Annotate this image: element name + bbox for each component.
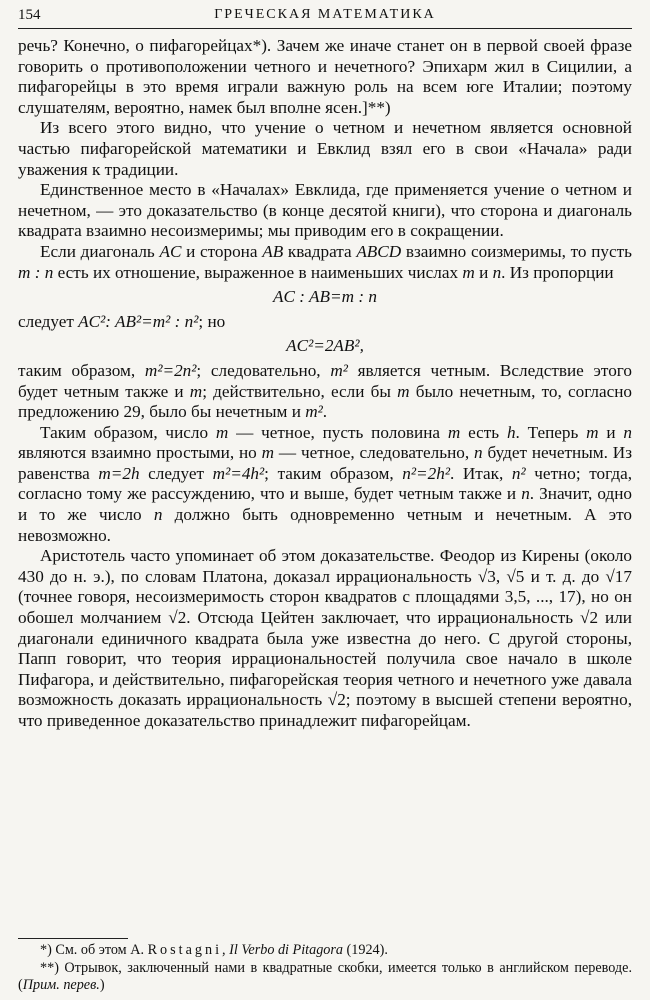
math-formula: m² (330, 360, 348, 380)
math-formula: n² (511, 463, 526, 483)
math-formula: m²=2n² (144, 360, 197, 380)
text-run: **) Отрывок, заключенный нами в квадратные скобки, имеется только в английском переводе. ( (18, 959, 632, 993)
text-run: следует (139, 463, 213, 483)
running-title: ГРЕЧЕСКАЯ МАТЕМАТИКА (214, 7, 436, 22)
formula-diagonal: AC²=2AB², (286, 336, 364, 356)
math-formula: m=2h (98, 463, 140, 483)
math-m: m (215, 422, 229, 442)
text-run: (1924). (343, 942, 388, 958)
math-ab: AB (262, 241, 284, 261)
text-run: . (322, 402, 328, 422)
math-ac: AC (159, 241, 182, 261)
math-n: n (153, 505, 163, 525)
text-run: должно быть одновременно четным и нечетным. А это невозможно. (18, 505, 632, 545)
text-run: ; следовательно, (196, 360, 331, 380)
formula-proportion: AC : AB=m : n (273, 287, 377, 307)
main-text (18, 36, 632, 732)
text-run: есть (460, 422, 507, 442)
text-run: являются взаимно простыми, но (18, 443, 262, 463)
math-formula: n²=2h² (402, 463, 450, 483)
math-n: n (623, 422, 632, 442)
text-run: Таким образом, число (40, 422, 216, 442)
text-run: и сторона (181, 241, 263, 261)
page-number: 154 (18, 7, 41, 23)
math-n: n (474, 443, 483, 463)
running-header (18, 4, 632, 29)
text-run: , (222, 942, 230, 958)
text-run: ; таким образом, (264, 463, 403, 483)
text-run: взаимно соизмеримы, то пусть (401, 241, 632, 261)
text-run: следует (18, 311, 79, 331)
footnote-separator (18, 938, 128, 939)
math-ratio: m : n (18, 262, 54, 282)
paragraph-2: Из всего этого видно, что учение о четном и нечетном является основной частью пифагорейской математики и Евклид взял его в свои «Начала» ради уважения к традиции. (18, 118, 632, 179)
math-m: m (462, 262, 475, 282)
math-n: n (521, 484, 530, 504)
text-run: является четным. Вследствие этого будет четным также и (18, 360, 633, 401)
text-run: . Итак, (449, 463, 512, 483)
text-run: . Теперь (515, 422, 587, 442)
paragraph-6 (18, 361, 632, 423)
math-formula: m²=4h² (212, 463, 265, 483)
text-run: четно; тогда, согласно тому же рассуждению, что и выше, будет четным также и (18, 463, 633, 504)
text-run: Если диагональ (40, 241, 160, 261)
paragraph-1: речь? Конечно, о пифагорейцах*). Зачем же иначе станет он в первой своей фразе говорить о противоположении четного и нечетного? Эпихарм жил в Сицилии, а пифагорейцы в это время играли важную роль на всем юге Италии; поэтому слушателям, вероятно, намек был вполне ясен.]**) (18, 36, 632, 117)
math-formula: m² (305, 402, 323, 422)
text-run: — четное, пусть половина (228, 422, 448, 442)
math-abcd: ABCD (356, 241, 402, 261)
math-m: m (397, 381, 410, 401)
text-run: ) (99, 977, 105, 993)
text-run: ; но (198, 311, 226, 331)
paragraph-5 (18, 312, 632, 333)
math-n: n (492, 262, 502, 282)
text-run: . Из пропорции (501, 262, 614, 282)
text-run: *) См. об этом А. (40, 942, 148, 958)
text-run: было нечетным, то, согласно предложению 29, было бы нечетным и (18, 381, 632, 422)
text-run: и (598, 422, 624, 442)
footnote-2 (18, 960, 632, 995)
text-run: и (474, 262, 493, 282)
text-run: есть их отношение, выраженное в наименьших числах (53, 262, 463, 282)
paragraph-8: Аристотель часто упоминает об этом доказательстве. Феодор из Кирены (около 430 до н. э.), по словам Платона, доказал иррациональность √3, √5 и т. д. до √17 (точнее говоря, несоизмеримость сторон квадратов с площадями 3,5, ..., 17), но он обошел молчанием √2. Отсюда Цейтен заключает, что иррациональность √2 или диагонали единичного квадрата была уже известна до него. С другой стороны, Папп говорит, что теория иррациональностей получила свое начало в школе Пифагора, и действительно, пифагорейская теория четного и нечетного уже давала возможность доказать иррациональность √2; поэтому в высшей степени вероятно, что приведенное доказательство принадлежит пифагорейцам. (18, 546, 632, 730)
math-h: h (506, 422, 516, 442)
footnote-title: Il Verbo di Pitagora (229, 942, 343, 958)
paragraph-3: Единственное место в «Началах» Евклида, где применяется учение о четном и нечетном, — это доказательство (в конце десятой книги), что сторона и диагональ квадрата взаимно несоизмеримы; мы приводим его в сокращении. (18, 180, 632, 241)
math-m: m (189, 381, 203, 401)
text-run: ; действительно, если бы (202, 381, 398, 401)
translator-note: Прим. перев. (22, 977, 100, 993)
paragraph-7 (18, 423, 632, 547)
footnotes (18, 942, 632, 995)
paragraph-4 (18, 242, 632, 283)
footnote-1 (18, 942, 632, 960)
text-run: таким образом, (18, 360, 145, 380)
text-run: — четное, следовательно, (274, 443, 475, 463)
math-m: m (447, 422, 461, 442)
math-formula: AC²: AB²=m² : n² (78, 311, 199, 331)
text-run: будет нечетным. Из равенства (18, 443, 632, 483)
math-m: m (586, 422, 599, 442)
text-run: квадрата (283, 241, 357, 261)
text-run: . Значит, одно и то же число (18, 484, 632, 525)
footnote-author: Rostagni (147, 942, 223, 958)
math-m: m (261, 443, 275, 463)
